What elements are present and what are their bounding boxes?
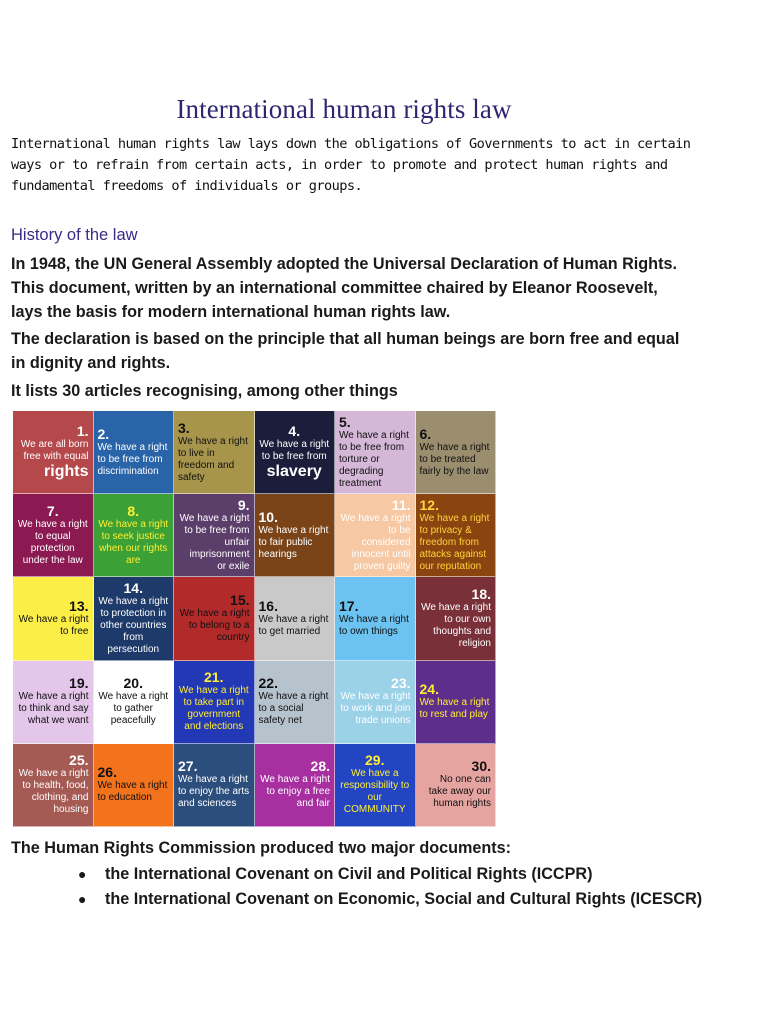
article-number: 16. bbox=[258, 597, 278, 614]
article-number: 24. bbox=[419, 681, 439, 698]
article-number: 23. bbox=[391, 675, 411, 692]
article-tile-8 bbox=[94, 494, 175, 577]
article-tile-21 bbox=[174, 661, 255, 744]
article-text: We have a right to equal protection under the law bbox=[17, 518, 88, 566]
article-tile-15 bbox=[174, 577, 255, 660]
article-text: We have a right to fair public hearings bbox=[258, 524, 329, 560]
article-tile-25 bbox=[13, 744, 94, 827]
article-text: We have a right to belong to a country bbox=[179, 607, 250, 643]
article-tile-11 bbox=[335, 494, 416, 577]
article-text: We have a right to rest and play bbox=[419, 697, 490, 721]
article-number: 13. bbox=[69, 597, 89, 614]
article-emphasis: slavery bbox=[266, 462, 322, 480]
article-text: We have a right to think and say what we want bbox=[18, 691, 89, 727]
documents-list bbox=[75, 862, 702, 912]
article-text: We have a right to a social safety net bbox=[258, 691, 329, 727]
document-iccpr: the International Covenant on Civil and Political Rights (ICCPR) bbox=[105, 865, 593, 883]
article-number: 28. bbox=[310, 758, 330, 775]
article-text: We have a right to free bbox=[18, 613, 89, 637]
article-number: 15. bbox=[230, 591, 250, 608]
article-tile-9 bbox=[174, 494, 255, 577]
article-tile-4 bbox=[255, 411, 336, 494]
article-tile-17 bbox=[335, 577, 416, 660]
article-number: 12. bbox=[419, 496, 439, 513]
article-emphasis: rights bbox=[44, 462, 89, 480]
article-number: 3. bbox=[178, 419, 190, 436]
article-tile-3 bbox=[174, 411, 255, 494]
article-number: 10. bbox=[258, 508, 278, 525]
article-tile-19 bbox=[13, 661, 94, 744]
article-number: 6. bbox=[419, 425, 432, 442]
article-text: No one can take away our human rights bbox=[428, 774, 491, 810]
documents-intro: The Human Rights Commission produced two major documents: bbox=[11, 839, 512, 857]
history-paragraph-1: In 1948, the UN General Assembly adopted the Universal Declaration of Human Rights. This document, written by an international committee chaired by Eleanor Roosevelt, lays the basis for modern international human rights law. bbox=[11, 255, 677, 321]
page-title: International human rights law bbox=[176, 94, 512, 124]
article-tile-29 bbox=[335, 744, 416, 827]
article-number: 26. bbox=[97, 764, 117, 781]
article-text: We have a right to be free from bbox=[259, 438, 330, 462]
article-text: We have a right to health, food, clothing, and housing bbox=[18, 768, 89, 816]
article-text: We have a right to take part in government and elections bbox=[178, 685, 249, 733]
article-number: 14. bbox=[123, 579, 143, 596]
article-tile-24 bbox=[416, 661, 497, 744]
article-number: 19. bbox=[69, 675, 89, 692]
section-heading-history: History of the law bbox=[11, 226, 138, 244]
article-text: We have a right to get married bbox=[258, 613, 329, 637]
history-paragraph-3: It lists 30 articles recognising, among other things bbox=[11, 382, 398, 400]
article-tile-6 bbox=[416, 411, 497, 494]
article-text: We have a right to live in freedom and safety bbox=[178, 435, 248, 483]
article-tile-18 bbox=[416, 577, 497, 660]
article-text: We have a right to be free from discrimination bbox=[97, 441, 168, 477]
article-tile-23 bbox=[335, 661, 416, 744]
article-text: We have a right to be free from torture or degrading treatment bbox=[339, 429, 409, 489]
article-tile-14 bbox=[94, 577, 175, 660]
article-number: 17. bbox=[339, 597, 359, 614]
article-number: 2. bbox=[97, 425, 110, 442]
history-paragraph-2: The declaration is based on the principle that all human beings are born free and equal in dignity and rights. bbox=[11, 330, 680, 372]
article-text: We have a right to be free from unfair imprisonment or exile bbox=[179, 512, 250, 572]
article-text: We have a right to privacy & freedom from attacks against our reputation bbox=[419, 512, 490, 572]
article-number: 5. bbox=[339, 413, 351, 430]
list-item bbox=[75, 887, 702, 912]
article-number: 18. bbox=[471, 585, 491, 602]
list-item bbox=[75, 862, 702, 887]
article-text: We have a right to be treated fairly by the law bbox=[419, 441, 490, 477]
article-number: 8. bbox=[127, 502, 140, 519]
article-tile-28 bbox=[255, 744, 336, 827]
article-number: 27. bbox=[178, 758, 198, 775]
article-tile-12 bbox=[416, 494, 497, 577]
article-tile-30 bbox=[416, 744, 497, 827]
article-number: 25. bbox=[69, 752, 89, 769]
article-number: 30. bbox=[471, 758, 491, 775]
article-text: We are all born free with equal bbox=[20, 438, 89, 462]
article-text: We have a right to our own thoughts and religion bbox=[421, 601, 491, 649]
article-text: We have a right to enjoy the arts and sciences bbox=[178, 774, 250, 810]
article-text: We have a right to be considered innocent until proven guilty bbox=[340, 512, 411, 572]
article-tile-20 bbox=[94, 661, 175, 744]
article-number: 22. bbox=[258, 675, 278, 692]
article-text: We have a right to seek justice when our rights are bbox=[98, 518, 169, 566]
article-tile-10 bbox=[255, 494, 336, 577]
document-icescr: the International Covenant on Economic, Social and Cultural Rights (ICESCR) bbox=[105, 890, 703, 908]
article-text: We have a right to education bbox=[97, 780, 168, 804]
article-tile-7 bbox=[13, 494, 94, 577]
article-number: 7. bbox=[46, 502, 59, 519]
article-text: We have a responsibility to our COMMUNITY bbox=[340, 768, 410, 816]
article-tile-1 bbox=[13, 411, 94, 494]
intro-paragraph: International human rights law lays down the obligations of Governments to act in certain ways or to refrain from certain acts, in order to promote and protect human rights and fundamental freedoms of individuals or groups. bbox=[11, 136, 691, 194]
article-tile-5 bbox=[335, 411, 416, 494]
article-number: 1. bbox=[76, 422, 89, 439]
article-number: 9. bbox=[237, 496, 250, 513]
article-text: We have a right to own things bbox=[339, 613, 409, 637]
bullet-icon: ● bbox=[78, 891, 87, 907]
article-tile-2 bbox=[94, 411, 175, 494]
article-number: 20. bbox=[123, 675, 143, 692]
article-tile-26 bbox=[94, 744, 175, 827]
article-text: We have a right to work and join trade unions bbox=[340, 691, 411, 727]
articles-infographic bbox=[13, 411, 496, 827]
article-tile-27 bbox=[174, 744, 255, 827]
article-tile-16 bbox=[255, 577, 336, 660]
article-tile-22 bbox=[255, 661, 336, 744]
article-number: 4. bbox=[288, 422, 301, 439]
article-number: 29. bbox=[365, 752, 385, 769]
bullet-icon: ● bbox=[78, 866, 87, 882]
article-text: We have a right to protection in other countries from persecution bbox=[98, 595, 169, 655]
article-tile-13 bbox=[13, 577, 94, 660]
article-number: 21. bbox=[204, 669, 224, 686]
article-number: 11. bbox=[391, 496, 411, 513]
article-text: We have a right to enjoy a free and fair bbox=[260, 774, 330, 810]
article-text: We have a right to gather peacefully bbox=[98, 691, 169, 727]
